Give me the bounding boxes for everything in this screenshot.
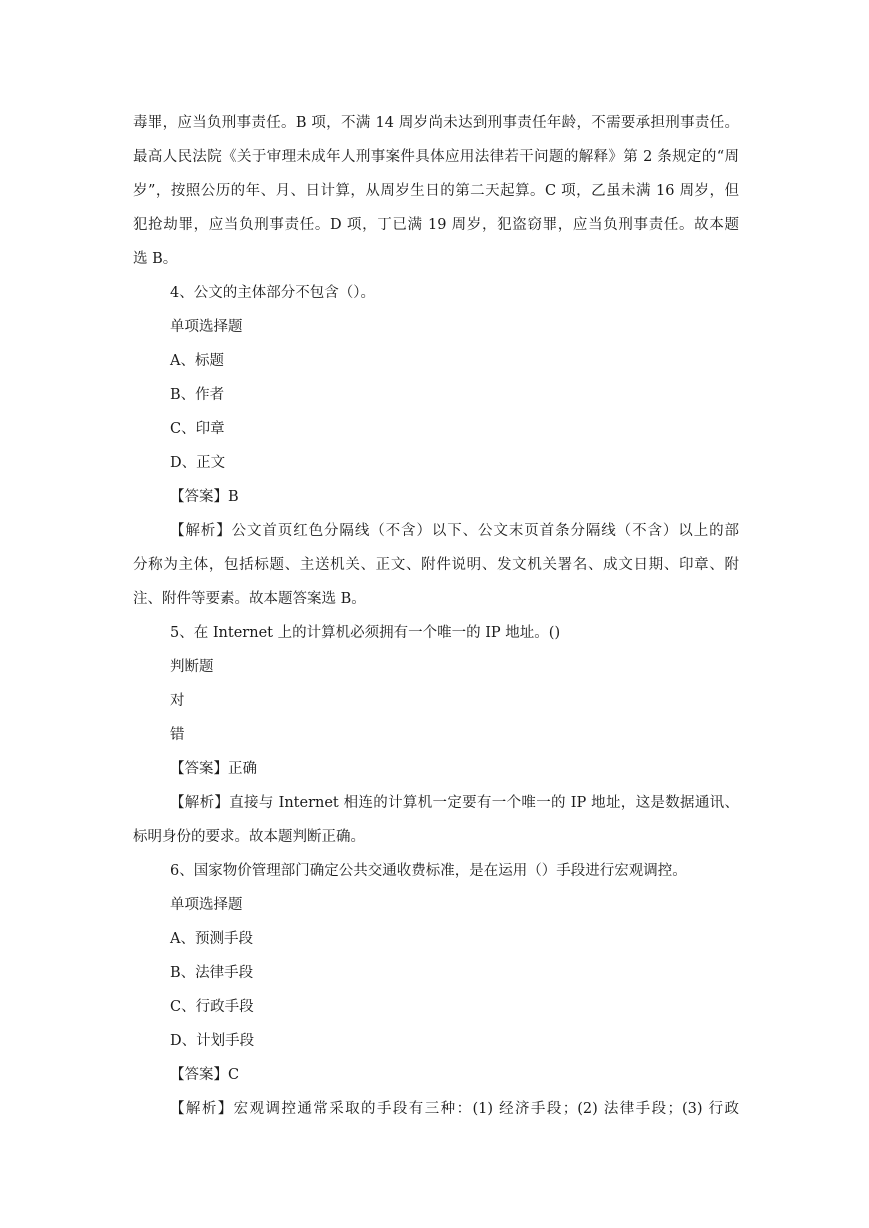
text-line: 【解析】公文首页红色分隔线（不含）以下、公文末页首条分隔线（不含）以上的部 [170,523,739,539]
text-line: 【答案】正确 [170,761,257,777]
text-line: 【答案】C [170,1067,240,1083]
text-line: D、正文 [170,455,226,471]
text-line: 判断题 [170,659,214,675]
text-line: B、法律手段 [170,965,254,981]
text-line: 【解析】宏观调控通常采取的手段有三种：(1) 经济手段；(2) 法律手段；(3) 行政 [170,1101,739,1117]
text-line: 标明身份的要求。故本题判断正确。 [133,829,365,845]
text-line: 6、国家物价管理部门确定公共交通收费标准，是在运用（）手段进行宏观调控。 [170,863,687,879]
text-line: 【答案】B [170,489,239,505]
text-line: 选 B。 [133,251,178,267]
text-line: 错 [170,727,185,743]
document-body [133,106,739,1126]
text-line: 毒罪，应当负刑事责任。B 项，不满 14 周岁尚未达到刑事责任年龄，不需要承担刑事责任。 [133,115,739,131]
text-line: 注、附件等要素。故本题答案选 B。 [133,591,366,607]
text-line: 分称为主体，包括标题、主送机关、正文、附件说明、发文机关署名、成文日期、印章、附 [133,557,739,573]
text-line: A、预测手段 [170,931,253,947]
text-line: 最高人民法院《关于审理未成年人刑事案件具体应用法律若干问题的解释》第 2 条规定的“周 [133,149,739,165]
text-line: 4、公文的主体部分不包含（）。 [170,285,375,301]
text-line: B、作者 [170,387,225,403]
text-line: 【解析】直接与 Internet 相连的计算机一定要有一个唯一的 IP 地址，这是数据通讯、 [170,795,739,811]
text-line: C、印章 [170,421,225,437]
text-line: A、标题 [170,353,224,369]
text-line: 单项选择题 [170,319,243,335]
text-line: 5、在 Internet 上的计算机必须拥有一个唯一的 IP 地址。() [170,625,561,641]
text-line: 对 [170,693,185,709]
text-line: 岁”，按照公历的年、月、日计算，从周岁生日的第二天起算。C 项，乙虽未满 16 周岁，但 [133,183,739,199]
text-line: 单项选择题 [170,897,243,913]
text-line: 犯抢劫罪，应当负刑事责任。D 项，丁已满 19 周岁，犯盗窃罪，应当负刑事责任。故本题 [133,217,739,233]
text-line: D、计划手段 [170,1033,255,1049]
text-line: C、行政手段 [170,999,254,1015]
